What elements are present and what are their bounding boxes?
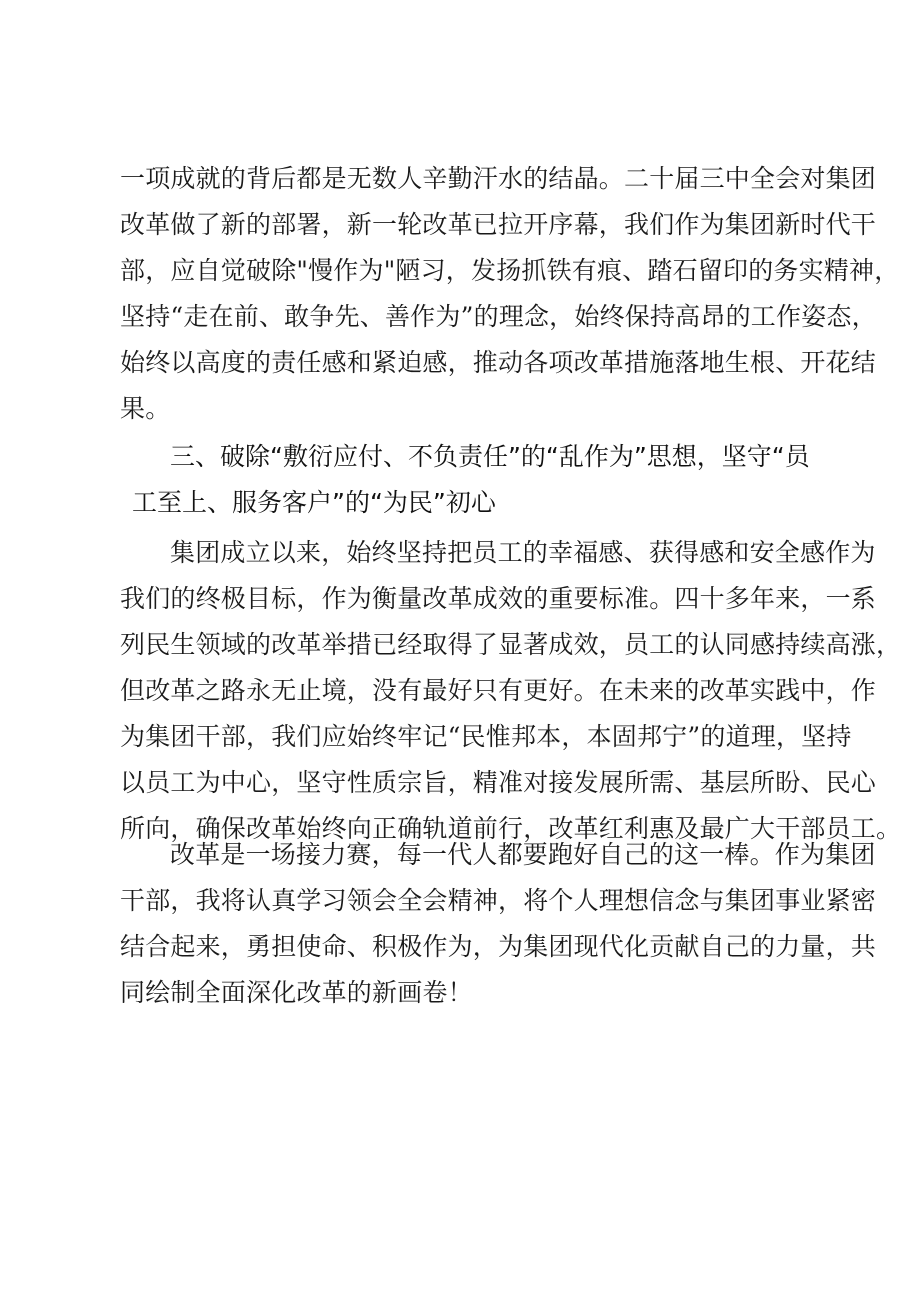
paragraph-2 (120, 530, 902, 852)
paragraph-1-line: 改革做了新的部署，新一轮改革已拉开序幕，我们作为集团新时代干 (120, 210, 877, 239)
paragraph-1-line: 始终以高度的责任感和紧迫感，推动各项改革措施落地生根、开花结 (120, 348, 877, 377)
paragraph-2-line: 但改革之路永无止境，没有最好只有更好。在未来的改革实践中，作 (120, 676, 877, 705)
section-heading-line: 三、破除“敷衍应付、不负责任”的“乱作为”思想，坚守“员 (170, 442, 810, 471)
section-heading-3 (132, 434, 870, 526)
paragraph-2-line: 以员工为中心，坚守性质宗旨，精准对接发展所需、基层所盼、民心 (120, 768, 877, 797)
paragraph-3-line: 改革是一场接力赛，每一代人都要跑好自己的这一棒。作为集团 (170, 840, 876, 869)
section-heading-line: 工至上、服务客户”的“为民”初心 (132, 488, 496, 517)
paragraph-1-line: 坚持“走在前、敢争先、善作为”的理念，始终保持高昂的工作姿态， (120, 302, 877, 331)
paragraph-3-line: 同绘制全面深化改革的新画卷！ (120, 978, 473, 1007)
paragraph-2-line: 列民生领域的改革举措已经取得了显著成效，员工的认同感持续高涨， (120, 630, 902, 659)
paragraph-3 (120, 832, 877, 1016)
paragraph-1 (120, 156, 900, 432)
paragraph-2-line: 我们的终极目标，作为衡量改革成效的重要标准。四十多年来，一系 (120, 584, 877, 613)
paragraph-2-line: 为集团干部，我们应始终牢记“民惟邦本，本固邦宁”的道理，坚持 (120, 722, 852, 751)
paragraph-2-line: 集团成立以来，始终坚持把员工的幸福感、获得感和安全感作为 (170, 538, 876, 567)
paragraph-2-line: 所向，确保改革始终向正确轨道前行，改革红利惠及最广大干部员工。 (120, 814, 902, 843)
paragraph-3-line: 结合起来，勇担使命、积极作为，为集团现代化贡献自己的力量，共 (120, 932, 877, 961)
paragraph-1-line: 部，应自觉破除"慢作为"陋习，发扬抓铁有痕、踏石留印的务实精神， (120, 256, 900, 285)
paragraph-1-line: 一项成就的背后都是无数人辛勤汗水的结晶。二十届三中全会对集团 (120, 164, 877, 193)
paragraph-1-line: 果。 (120, 394, 171, 423)
paragraph-3-line: 干部，我将认真学习领会全会精神，将个人理想信念与集团事业紧密 (120, 886, 877, 915)
